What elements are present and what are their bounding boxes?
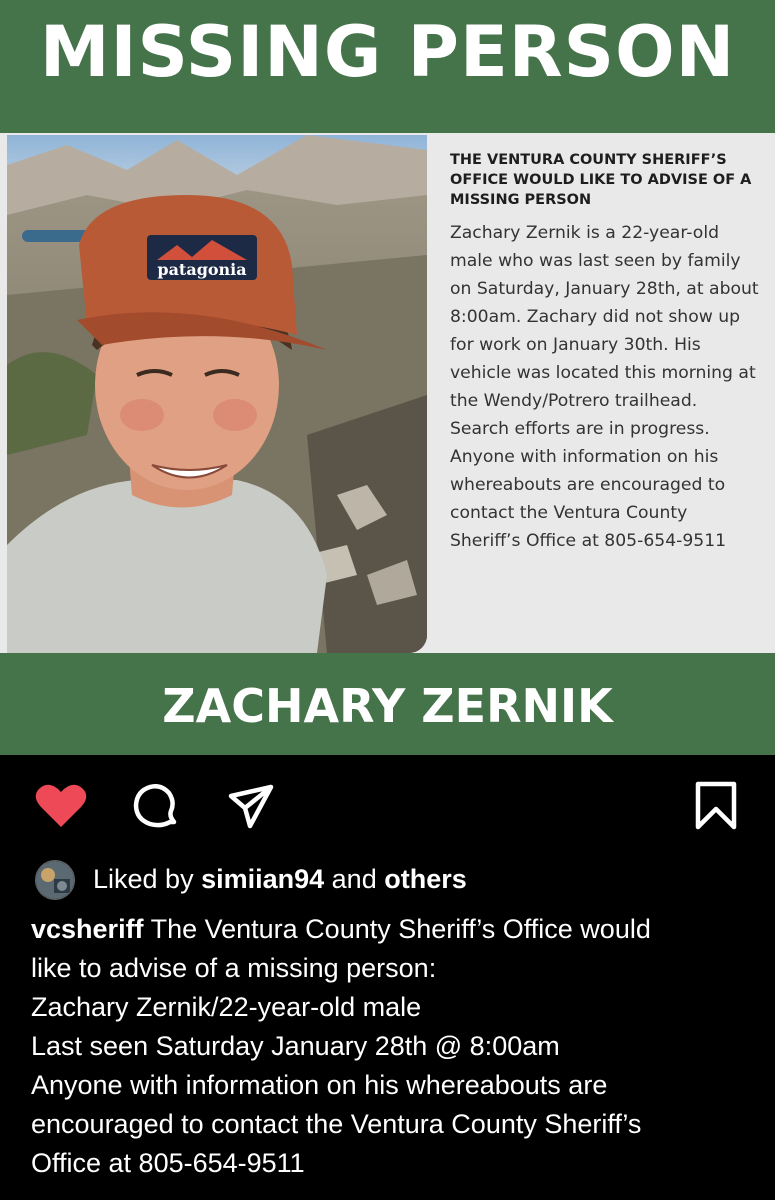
caption-line: The Ventura County Sheriff’s Office would (143, 914, 651, 944)
comment-icon[interactable] (131, 782, 181, 832)
person-name: ZACHARY ZERNIK (162, 679, 613, 733)
caption-line: Office at 805-654-9511 (31, 1148, 305, 1178)
caption-username[interactable]: vcsheriff (31, 914, 144, 944)
notice-heading: THE VENTURA COUNTY SHERIFF’S OFFICE WOULD LIKE TO ADVISE OF A MISSING PERSON (450, 152, 752, 208)
cap-logo: patagonia (157, 260, 247, 279)
send-icon[interactable] (226, 782, 276, 832)
person-photo (7, 135, 427, 653)
likes-summary (93, 863, 467, 895)
notice-panel (450, 150, 760, 555)
caption-line: Last seen Saturday January 28th @ 8:00am (31, 1031, 560, 1061)
bookmark-icon[interactable] (694, 781, 738, 831)
likes-middle: and (324, 864, 385, 894)
caption-line: Anyone with information on his whereabouts are (31, 1070, 608, 1100)
likes-row (0, 855, 775, 903)
heart-icon[interactable] (35, 783, 87, 829)
likes-prefix: Liked by (93, 864, 202, 894)
name-banner (0, 653, 775, 755)
caption-line: encouraged to contact the Ventura County Sheriff’s (31, 1109, 642, 1139)
avatar[interactable] (35, 860, 75, 900)
caption-line: like to advise of a missing person: (31, 953, 437, 983)
post-actions (0, 755, 775, 850)
liker-username[interactable]: simiian94 (201, 864, 325, 894)
post-caption (31, 910, 761, 1183)
likes-others-link[interactable]: others (384, 864, 467, 894)
caption-line: Zachary Zernik/22-year-old male (31, 992, 422, 1022)
notice-body: Zachary Zernik is a 22-year-old male who was last seen by family on Saturday, January 28th, at about 8:00am. Zachary did not show up for work on January 30th. His vehicle was located this morning at the Wendy/Potrero trailhead. Search efforts are in progress. Anyone with information on his whereabouts are encouraged to contact the Ventura County Sheriff’s Office at 805-654-9511 (450, 223, 759, 551)
poster-title: MISSING PERSON (39, 11, 736, 93)
top-banner (0, 0, 775, 133)
